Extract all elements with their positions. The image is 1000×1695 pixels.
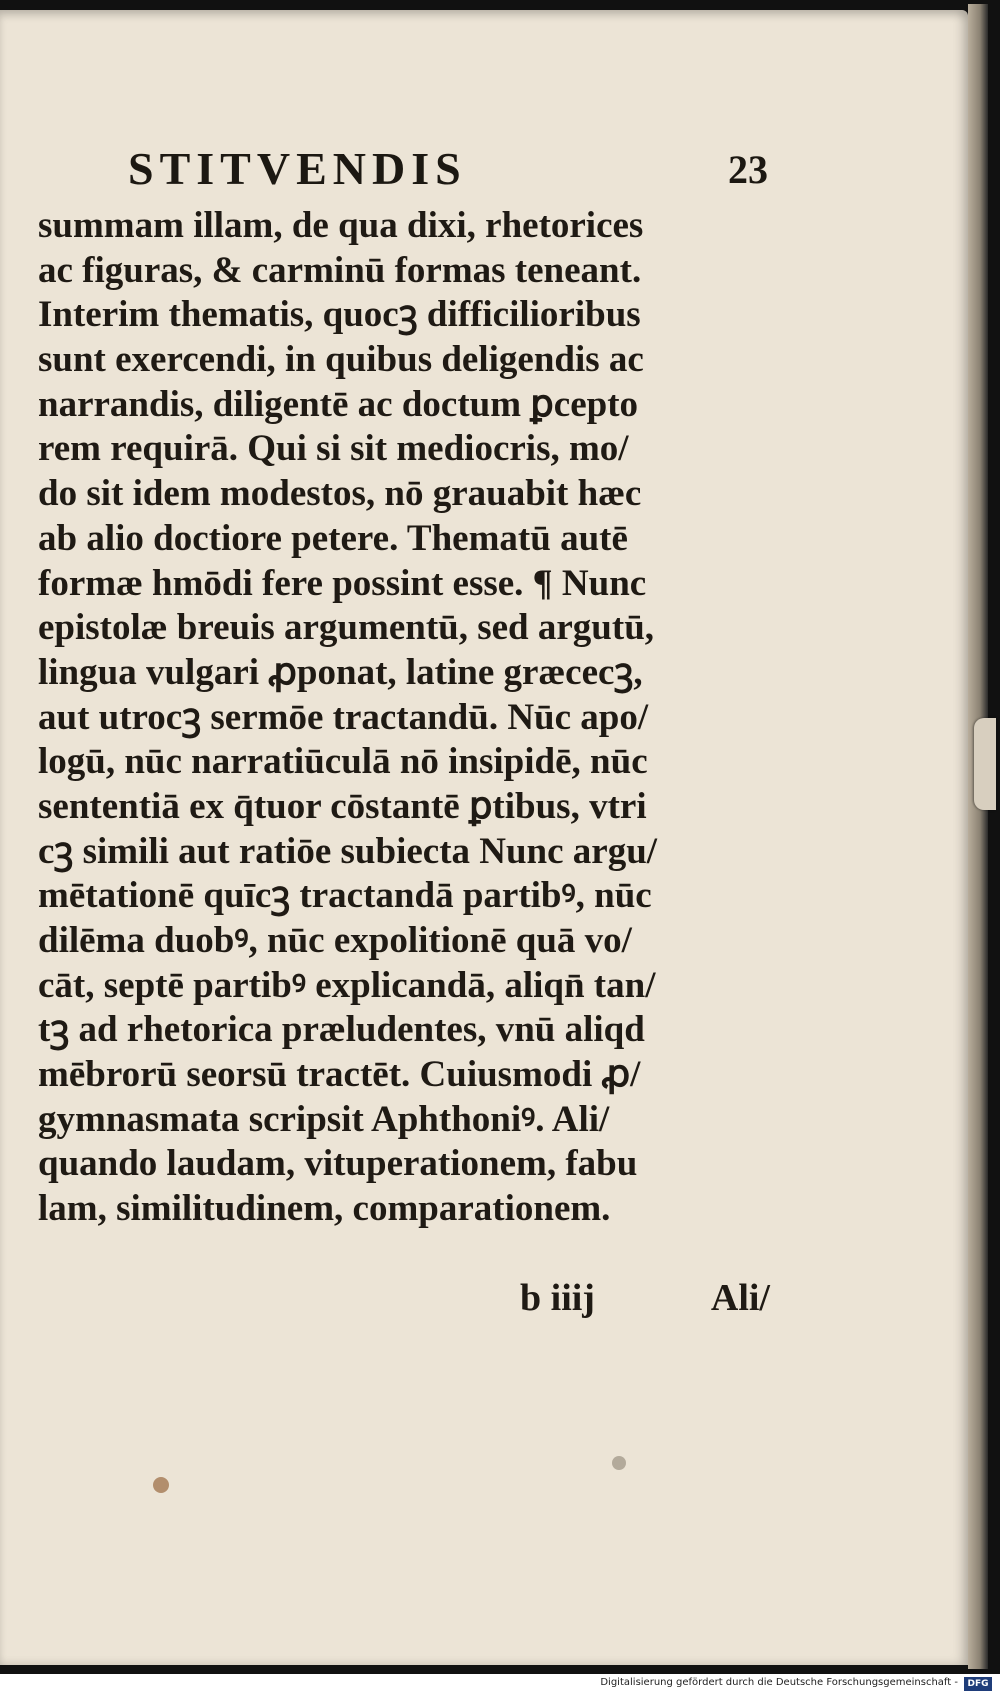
signature-mark: b iiij: [520, 1277, 595, 1319]
text-line: summam illam, de qua dixi, rhetorices: [38, 205, 644, 246]
book-page: [0, 10, 968, 1665]
text-line: sunt exercendi, in quibus deligendis ac: [38, 339, 644, 381]
page-edge: [968, 4, 988, 1669]
text-line: narrandis, diligentē ac doctum ꝑcepto: [38, 383, 639, 425]
text-line: do sit idem modestos, nō grauabit hæc: [38, 473, 642, 515]
text-line: ab alio doctiore petere. Thematū autē: [38, 517, 628, 559]
text-line: tꝫ ad rhetorica præludentes, vnū aliqd: [38, 1009, 645, 1051]
text-line: Interim thematis, quocꝫ difficilioribus: [38, 294, 641, 336]
stain-mark: [153, 1477, 169, 1493]
text-line: logū, nūc narratiūculā nō insipidē, nūc: [38, 741, 648, 783]
running-head: [128, 142, 768, 202]
text-line: gymnasmata scripsit Aphthoniꝰ. Ali/: [38, 1098, 610, 1140]
text-block: [38, 204, 768, 1232]
text-line: dilēma duobꝰ, nūc expolitionē quā vo/: [38, 920, 632, 961]
running-head-title: STITVENDIS: [128, 143, 467, 194]
page-tab: [974, 718, 996, 810]
text-line: quando laudam, vituperationem, fabu: [38, 1143, 638, 1185]
text-line: sententiā ex q̄tuor cōstantē ꝑtibus, vtri: [38, 785, 647, 827]
text-line: cāt, septē partibꝰ explicandā, aliqn̄ tan/: [38, 964, 656, 1006]
text-line: cꝫ simili aut ratiōe subiecta Nunc argu/: [38, 830, 658, 872]
footer-credit: Digitalisierung gefördert durch die Deutsche Forschungsgemeinschaft -: [600, 1677, 958, 1688]
signature-line: [520, 1276, 770, 1326]
text-line: mēbrorū seorsū tractēt. Cuiusmodi ꝓ/: [38, 1054, 641, 1096]
text-line: mētationē quīcꝫ tractandā partibꝰ, nūc: [38, 875, 652, 917]
text-line: epistolæ breuis argumentū, sed argutū,: [38, 607, 655, 649]
text-line: ac figuras, & carminū formas teneant.: [38, 249, 642, 291]
folio-number: 23: [728, 147, 768, 192]
footer-bar: [0, 1674, 1000, 1695]
stain-mark: [612, 1456, 626, 1470]
text-line: lam, similitudinem, comparationem.: [38, 1188, 611, 1230]
text-line: rem requirā. Qui si sit mediocris, mo/: [38, 428, 629, 470]
text-line: lingua vulgari ꝓponat, latine græcecꝫ,: [38, 651, 643, 693]
dfg-logo: DFG: [964, 1677, 992, 1691]
catchword: Ali/: [710, 1277, 770, 1319]
text-line: aut utrocꝫ sermōe tractandū. Nūc apo/: [38, 696, 649, 738]
text-line: formæ hmōdi fere possint esse. ¶ Nunc: [38, 562, 647, 604]
